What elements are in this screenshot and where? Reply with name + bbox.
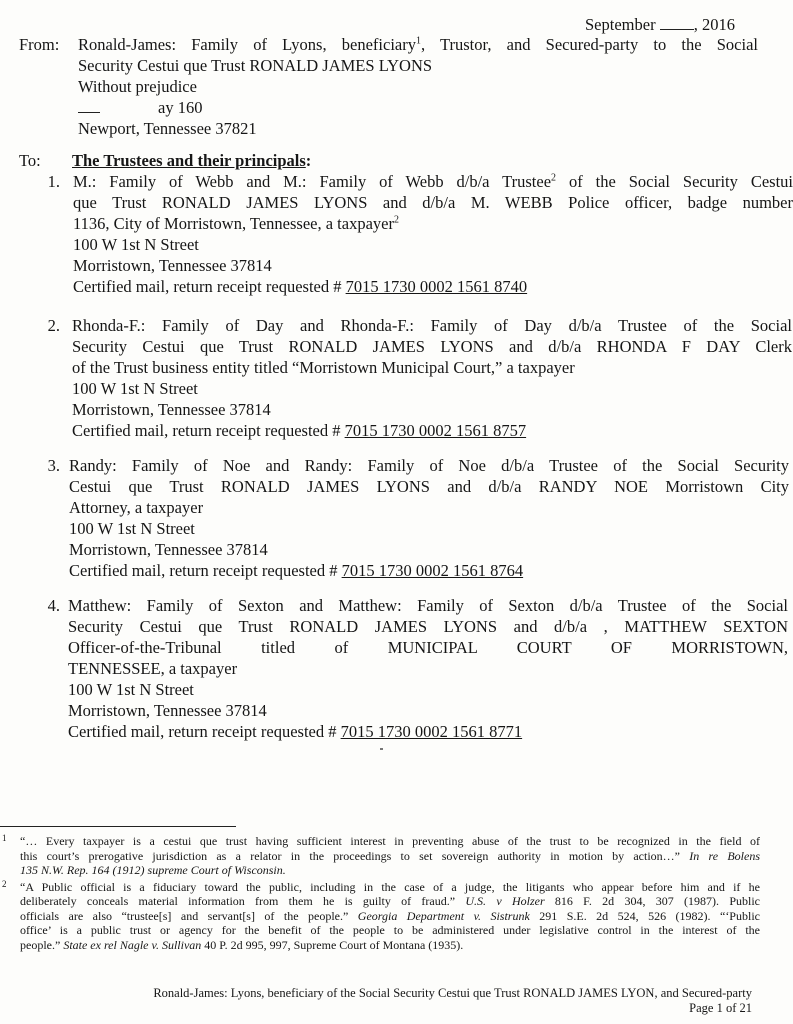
certified-mail-line: Certified mail, return receipt requested # 7015 1730 0002 1561 8771 (68, 722, 523, 741)
recipient-line: Morristown, Tennessee 37814 (72, 400, 271, 419)
footnote-ref-2: 2 (551, 172, 557, 184)
footnote-divider (0, 826, 236, 827)
recipient-line: que Trust RONALD JAMES LYONS and d/b/a M. WEBB Police officer, badge number (73, 193, 793, 212)
certified-mail-number: 7015 1730 0002 1561 8764 (341, 561, 524, 580)
certified-mail-line: Certified mail, return receipt requested # 7015 1730 0002 1561 8740 (73, 277, 528, 296)
to-label: To: (19, 151, 41, 170)
certified-mail-number: 7015 1730 0002 1561 8757 (344, 421, 527, 440)
recipient-line: Officer-of-the-Tribunal titled of MUNICIPAL COURT OF MORRISTOWN, (68, 638, 788, 657)
date-year: , 2016 (693, 15, 735, 34)
from-line-5: Newport, Tennessee 37821 (78, 119, 257, 138)
recipient-line: 100 W 1st N Street (72, 379, 198, 398)
from-line-2: Security Cestui que Trust RONALD JAMES LYONS (78, 56, 433, 75)
footnote-1: 1 “… Every taxpayer is a cestui que trust having sufficient interest in preventing abuse of the trust to be recognized in the field of this court’s prerogative jurisdiction as a relator in the proceedings to set sovereign authority in motion by action…” In re Bolens 135 N.W. Rep. 164 (1912) supreme Court of Wisconsin. (2, 833, 760, 877)
recipient-line: TENNESSEE, a taxpayer (68, 659, 238, 678)
recipient-line: 100 W 1st N Street (73, 235, 199, 254)
recipient-line: Matthew: Family of Sexton and Matthew: Family of Sexton d/b/a Trustee of the Social (68, 596, 788, 615)
recipient-line: Morristown, Tennessee 37814 (68, 701, 267, 720)
address-blank (78, 99, 100, 113)
from-line-1: Ronald-James: Family of Lyons, beneficiary$^1$, Trustor, and Secured-party to the Social (78, 35, 758, 54)
recipient-line: Rhonda-F.: Family of Day and Rhonda-F.: Family of Day d/b/a Trustee of the Social (72, 316, 792, 335)
certified-mail-number: 7015 1730 0002 1561 8771 (340, 722, 523, 741)
recipient-line: 100 W 1st N Street (69, 519, 195, 538)
trustees-heading: The Trustees and their principals: (72, 151, 312, 170)
recipient-line: Security Cestui que Trust RONALD JAMES LYONS and d/b/a , MATTHEW SEXTON (68, 617, 788, 636)
recipient-line: Randy: Family of Noe and Randy: Family of Noe d/b/a Trustee of the Social Security (69, 456, 789, 475)
certified-mail-line: Certified mail, return receipt requested # 7015 1730 0002 1561 8764 (69, 561, 524, 580)
footnotes (2, 834, 760, 954)
recipient-line: 100 W 1st N Street (68, 680, 194, 699)
recipient-line: Attorney, a taxpayer (69, 498, 204, 517)
scan-speck (380, 748, 383, 750)
footnote-mark: 2 (2, 878, 7, 889)
recipient-line: Morristown, Tennessee 37814 (69, 540, 268, 559)
recipient-line: Morristown, Tennessee 37814 (73, 256, 272, 275)
recipient-line: M.: Family of Webb and M.: Family of Webb d/b/a Trustee$^2$ of the Social Security Cestui (73, 172, 793, 191)
footnote-ref-1: 1 (415, 35, 421, 47)
date-line (585, 14, 735, 35)
recipient-line: 1136, City of Morristown, Tennessee, a taxpayer$^2$ (73, 214, 399, 233)
certified-mail-number: 7015 1730 0002 1561 8740 (345, 277, 528, 296)
recipient-number: 3. (47, 456, 60, 475)
recipient-line: Cestui que Trust RONALD JAMES LYONS and d/b/a RANDY NOE Morristown City (69, 477, 789, 496)
certified-mail-line: Certified mail, return receipt requested # 7015 1730 0002 1561 8757 (72, 421, 527, 440)
page-number: Page 1 of 21 (689, 1001, 752, 1015)
from-line-3: Without prejudice (78, 77, 197, 96)
footnote-mark: 1 (2, 833, 7, 843)
footer-title: Ronald-James: Lyons, beneficiary of the Social Security Cestui que Trust RONALD JAMES LYON, and Secured-party (153, 986, 752, 1000)
footnote-ref-2b: 2 (394, 214, 399, 226)
recipient-line: of the Trust business entity titled “Morristown Municipal Court,” a taxpayer (72, 358, 575, 377)
date-day-blank (660, 15, 694, 30)
recipient-number: 1. (47, 172, 60, 191)
date-month: September (585, 15, 656, 34)
recipient-number: 4. (47, 596, 60, 615)
recipient-line: Security Cestui que Trust RONALD JAMES LYONS and d/b/a RHONDA F DAY Clerk (72, 337, 792, 356)
from-label: From: (19, 35, 60, 54)
from-line-4: ay 160 (78, 97, 758, 118)
from-block (78, 34, 758, 139)
page-footer (153, 986, 752, 1016)
recipient-number: 2. (47, 316, 60, 335)
footnote-2: 2 “A Public official is a fiduciary toward the public, including in the case of a judge, the litigants who appear before him and if he deliberately conceals material information from them he is guilty of fraud.” U.S. v Holzer 816 F. 2d 304, 307 (1987). Public officials are also “trustee[s] and servant[s] of the people.” Georgia Department v. Sistrunk 291 S.E. 2d 524, 526 (1982). “‘Public office’ is a public trust or agency for the benefit of the people to be administered under legislative control in the interest of the people.” State ex rel Nagle v. Sullivan 40 P. 2d 995, 997, Supreme Court of Montana (1935). (2, 878, 760, 952)
